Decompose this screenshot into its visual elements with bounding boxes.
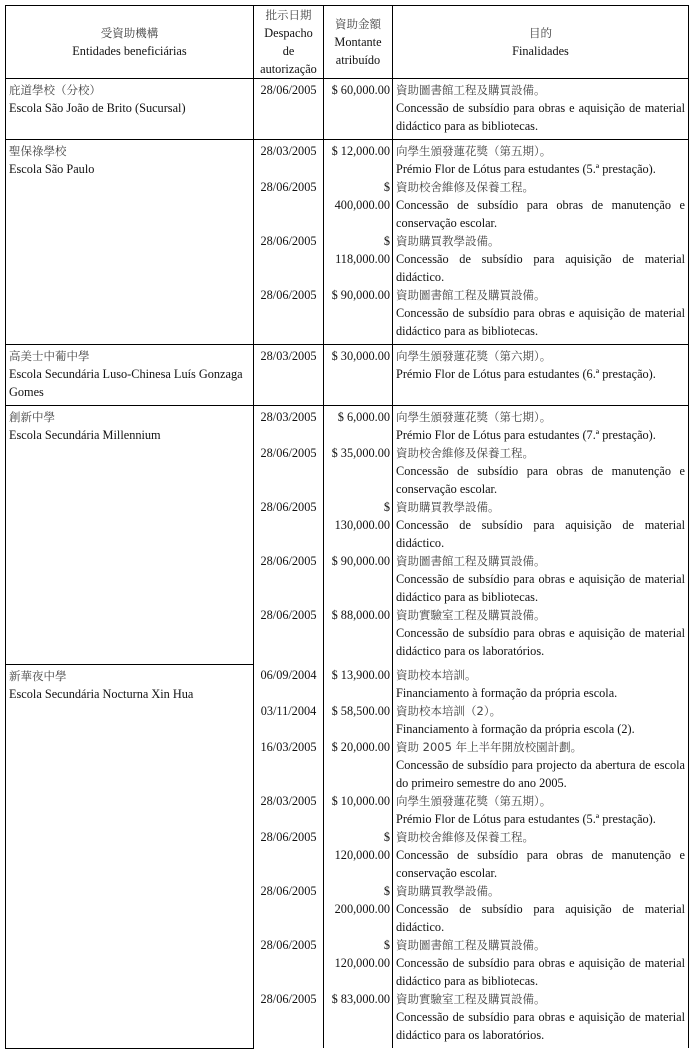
purpose-cell	[393, 345, 689, 406]
institution-name-zh: 新華夜中學	[9, 668, 67, 683]
purpose-cell	[393, 406, 689, 445]
table-row	[6, 79, 689, 140]
date-cell: 28/06/2005	[254, 444, 324, 498]
purpose-pt: Concessão de subsídio para obras de manutenção e conservação escolar.	[396, 198, 685, 230]
purpose-cell	[393, 552, 689, 606]
institution-name-zh: 創新中學	[9, 410, 55, 424]
amount-cell: $ 88,000.00	[324, 606, 393, 664]
amount-cell: $ 10,000.00	[324, 792, 393, 828]
table-header	[6, 6, 689, 79]
subsidy-table	[5, 5, 689, 1049]
date-cell: 03/11/2004	[254, 702, 324, 738]
date-cell: 28/06/2005	[254, 882, 324, 936]
date-cell: 28/06/2005	[254, 498, 324, 552]
institution-cell	[6, 140, 254, 345]
purpose-zh: 資助 2005 年上半年開放校園計劃。	[396, 740, 583, 754]
header-date	[254, 6, 324, 79]
purpose-cell	[393, 792, 689, 828]
purpose-zh: 資助購買教學設備。	[396, 884, 500, 898]
date-cell: 06/09/2004	[254, 664, 324, 702]
institution-name-zh: 高美士中葡中學	[9, 349, 90, 363]
institution-name-pt: Escola Secundária Nocturna Xin Hua	[9, 686, 194, 701]
amount-cell: $ 58,500.00	[324, 702, 393, 738]
amount-cell: $ 200,000.00	[324, 882, 393, 936]
amount-cell: $ 90,000.00	[324, 286, 393, 345]
amount-cell: $ 118,000.00	[324, 232, 393, 286]
date-cell: 28/03/2005	[254, 406, 324, 445]
header-purpose-zh: 目的	[529, 26, 552, 40]
purpose-zh: 資助校本培訓（2）。	[396, 704, 502, 718]
header-purpose	[393, 6, 689, 79]
purpose-zh: 資助校本培訓。	[396, 668, 477, 682]
purpose-cell	[393, 882, 689, 936]
table-row	[6, 664, 689, 702]
amount-cell: $ 60,000.00	[324, 79, 393, 140]
institution-name-pt: Escola Secundária Millennium	[9, 428, 161, 442]
header-amount-zh: 資助金額	[335, 17, 381, 31]
amount-cell: $ 20,000.00	[324, 738, 393, 792]
institution-name-zh: 庇道學校（分校）	[9, 83, 101, 97]
date-cell: 28/06/2005	[254, 552, 324, 606]
purpose-zh: 資助實驗室工程及購買設備。	[396, 608, 546, 622]
purpose-pt: Concessão de subsídio para obras de manutenção e conservação escolar.	[396, 848, 685, 880]
purpose-zh: 資助實驗室工程及購買設備。	[396, 992, 546, 1006]
amount-cell: $ 83,000.00	[324, 990, 393, 1048]
purpose-cell	[393, 286, 689, 345]
date-cell: 28/03/2005	[254, 792, 324, 828]
purpose-cell	[393, 828, 689, 882]
purpose-cell	[393, 79, 689, 140]
date-cell: 28/06/2005	[254, 936, 324, 990]
purpose-pt: Prémio Flor de Lótus para estudantes (5.ª prestação).	[396, 162, 656, 176]
purpose-pt: Prémio Flor de Lótus para estudantes (5.ª prestação).	[396, 812, 656, 826]
institution-name-pt: Escola São João de Brito (Sucursal)	[9, 101, 186, 115]
date-cell: 16/03/2005	[254, 738, 324, 792]
purpose-cell	[393, 178, 689, 232]
purpose-cell	[393, 664, 689, 702]
table-row	[6, 140, 689, 179]
purpose-zh: 向學生頒發蓮花獎（第七期）。	[396, 410, 552, 424]
purpose-zh: 資助校舍維修及保養工程。	[396, 830, 534, 844]
amount-cell: $ 90,000.00	[324, 552, 393, 606]
purpose-pt: Financiamento à formação da própria escola (2).	[396, 722, 635, 736]
header-institution	[6, 6, 254, 79]
header-purpose-pt: Finalidades	[512, 44, 569, 58]
header-amount	[324, 6, 393, 79]
date-cell: 28/06/2005	[254, 232, 324, 286]
purpose-cell	[393, 232, 689, 286]
purpose-zh: 資助購買教學設備。	[396, 500, 500, 514]
purpose-zh: 資助購買教學設備。	[396, 234, 500, 248]
table-row	[6, 406, 689, 445]
purpose-pt: Concessão de subsídio para projecto da abertura de escola do primeiro semestre do ano 2005.	[396, 758, 685, 790]
purpose-pt: Concessão de subsídio para obras e aquisição de material didáctico para os laboratórios.	[396, 1010, 685, 1042]
purpose-pt: Prémio Flor de Lótus para estudantes (6.ª prestação).	[396, 367, 656, 381]
purpose-cell	[393, 498, 689, 552]
amount-cell: $ 30,000.00	[324, 345, 393, 406]
purpose-zh: 向學生頒發蓮花獎（第五期）。	[396, 794, 552, 808]
purpose-cell	[393, 702, 689, 738]
purpose-pt: Prémio Flor de Lótus para estudantes (7.ª prestação).	[396, 428, 656, 442]
purpose-zh: 資助圖書館工程及購買設備。	[396, 938, 546, 952]
institution-cell	[6, 664, 254, 1048]
amount-cell: $ 120,000.00	[324, 936, 393, 990]
amount-cell: $ 120,000.00	[324, 828, 393, 882]
amount-cell: $ 130,000.00	[324, 498, 393, 552]
header-institution-zh: 受資助機構	[100, 26, 159, 40]
date-cell: 28/06/2005	[254, 828, 324, 882]
purpose-zh: 資助圖書館工程及購買設備。	[396, 288, 546, 302]
amount-cell: $ 13,900.00	[324, 664, 393, 702]
purpose-cell	[393, 990, 689, 1048]
purpose-pt: Concessão de subsídio para obras e aquisição de material didáctico para as bibliotecas.	[396, 101, 685, 133]
amount-cell: $ 6,000.00	[324, 406, 393, 445]
purpose-pt: Concessão de subsídio para obras e aquisição de material didáctico para os laboratórios.	[396, 626, 685, 658]
institution-name-pt: Escola Secundária Luso-Chinesa Luís Gonzaga Gomes	[9, 367, 243, 399]
table-row	[6, 345, 689, 406]
header-institution-pt: Entidades beneficiárias	[72, 44, 187, 58]
header-amount-pt: Montante atribuído	[334, 35, 382, 67]
purpose-cell	[393, 444, 689, 498]
date-cell: 28/06/2005	[254, 286, 324, 345]
date-cell: 28/03/2005	[254, 345, 324, 406]
purpose-zh: 向學生頒發蓮花獎（第五期）。	[396, 144, 552, 158]
purpose-pt: Concessão de subsídio para aquisição de material didáctico.	[396, 902, 685, 934]
purpose-cell	[393, 936, 689, 990]
purpose-cell	[393, 606, 689, 664]
institution-name-pt: Escola São Paulo	[9, 162, 95, 176]
institution-cell	[6, 79, 254, 140]
purpose-cell	[393, 140, 689, 179]
date-cell: 28/06/2005	[254, 606, 324, 664]
purpose-zh: 資助圖書館工程及購買設備。	[396, 83, 546, 97]
institution-cell	[6, 345, 254, 406]
purpose-pt: Concessão de subsídio para obras de manutenção e conservação escolar.	[396, 464, 685, 496]
header-date-zh: 批示日期	[265, 8, 312, 22]
purpose-pt: Concessão de subsídio para aquisição de material didáctico.	[396, 518, 685, 550]
table-body	[6, 79, 689, 1049]
purpose-zh: 向學生頒發蓮花獎（第六期）。	[396, 349, 552, 363]
purpose-zh: 資助校舍維修及保養工程。	[396, 446, 534, 460]
purpose-zh: 資助圖書館工程及購買設備。	[396, 554, 546, 568]
purpose-cell	[393, 738, 689, 792]
institution-cell	[6, 406, 254, 665]
purpose-pt: Financiamento à formação da própria escola.	[396, 686, 618, 700]
header-date-pt: Despacho de autorização	[260, 26, 317, 76]
amount-cell: $ 35,000.00	[324, 444, 393, 498]
amount-cell: $ 12,000.00	[324, 140, 393, 179]
date-cell: 28/06/2005	[254, 178, 324, 232]
purpose-pt: Concessão de subsídio para obras e aquisição de material didáctico para as bibliotecas.	[396, 956, 685, 988]
purpose-zh: 資助校舍維修及保養工程。	[396, 180, 534, 194]
date-cell: 28/06/2005	[254, 79, 324, 140]
amount-cell: $ 400,000.00	[324, 178, 393, 232]
purpose-pt: Concessão de subsídio para obras e aquisição de material didáctico para as bibliotecas.	[396, 306, 685, 338]
purpose-pt: Concessão de subsídio para aquisição de material didáctico.	[396, 252, 685, 284]
date-cell: 28/06/2005	[254, 990, 324, 1048]
purpose-pt: Concessão de subsídio para obras e aquisição de material didáctico para as bibliotecas.	[396, 572, 685, 604]
date-cell: 28/03/2005	[254, 140, 324, 179]
institution-name-zh: 聖保祿學校	[9, 144, 67, 158]
